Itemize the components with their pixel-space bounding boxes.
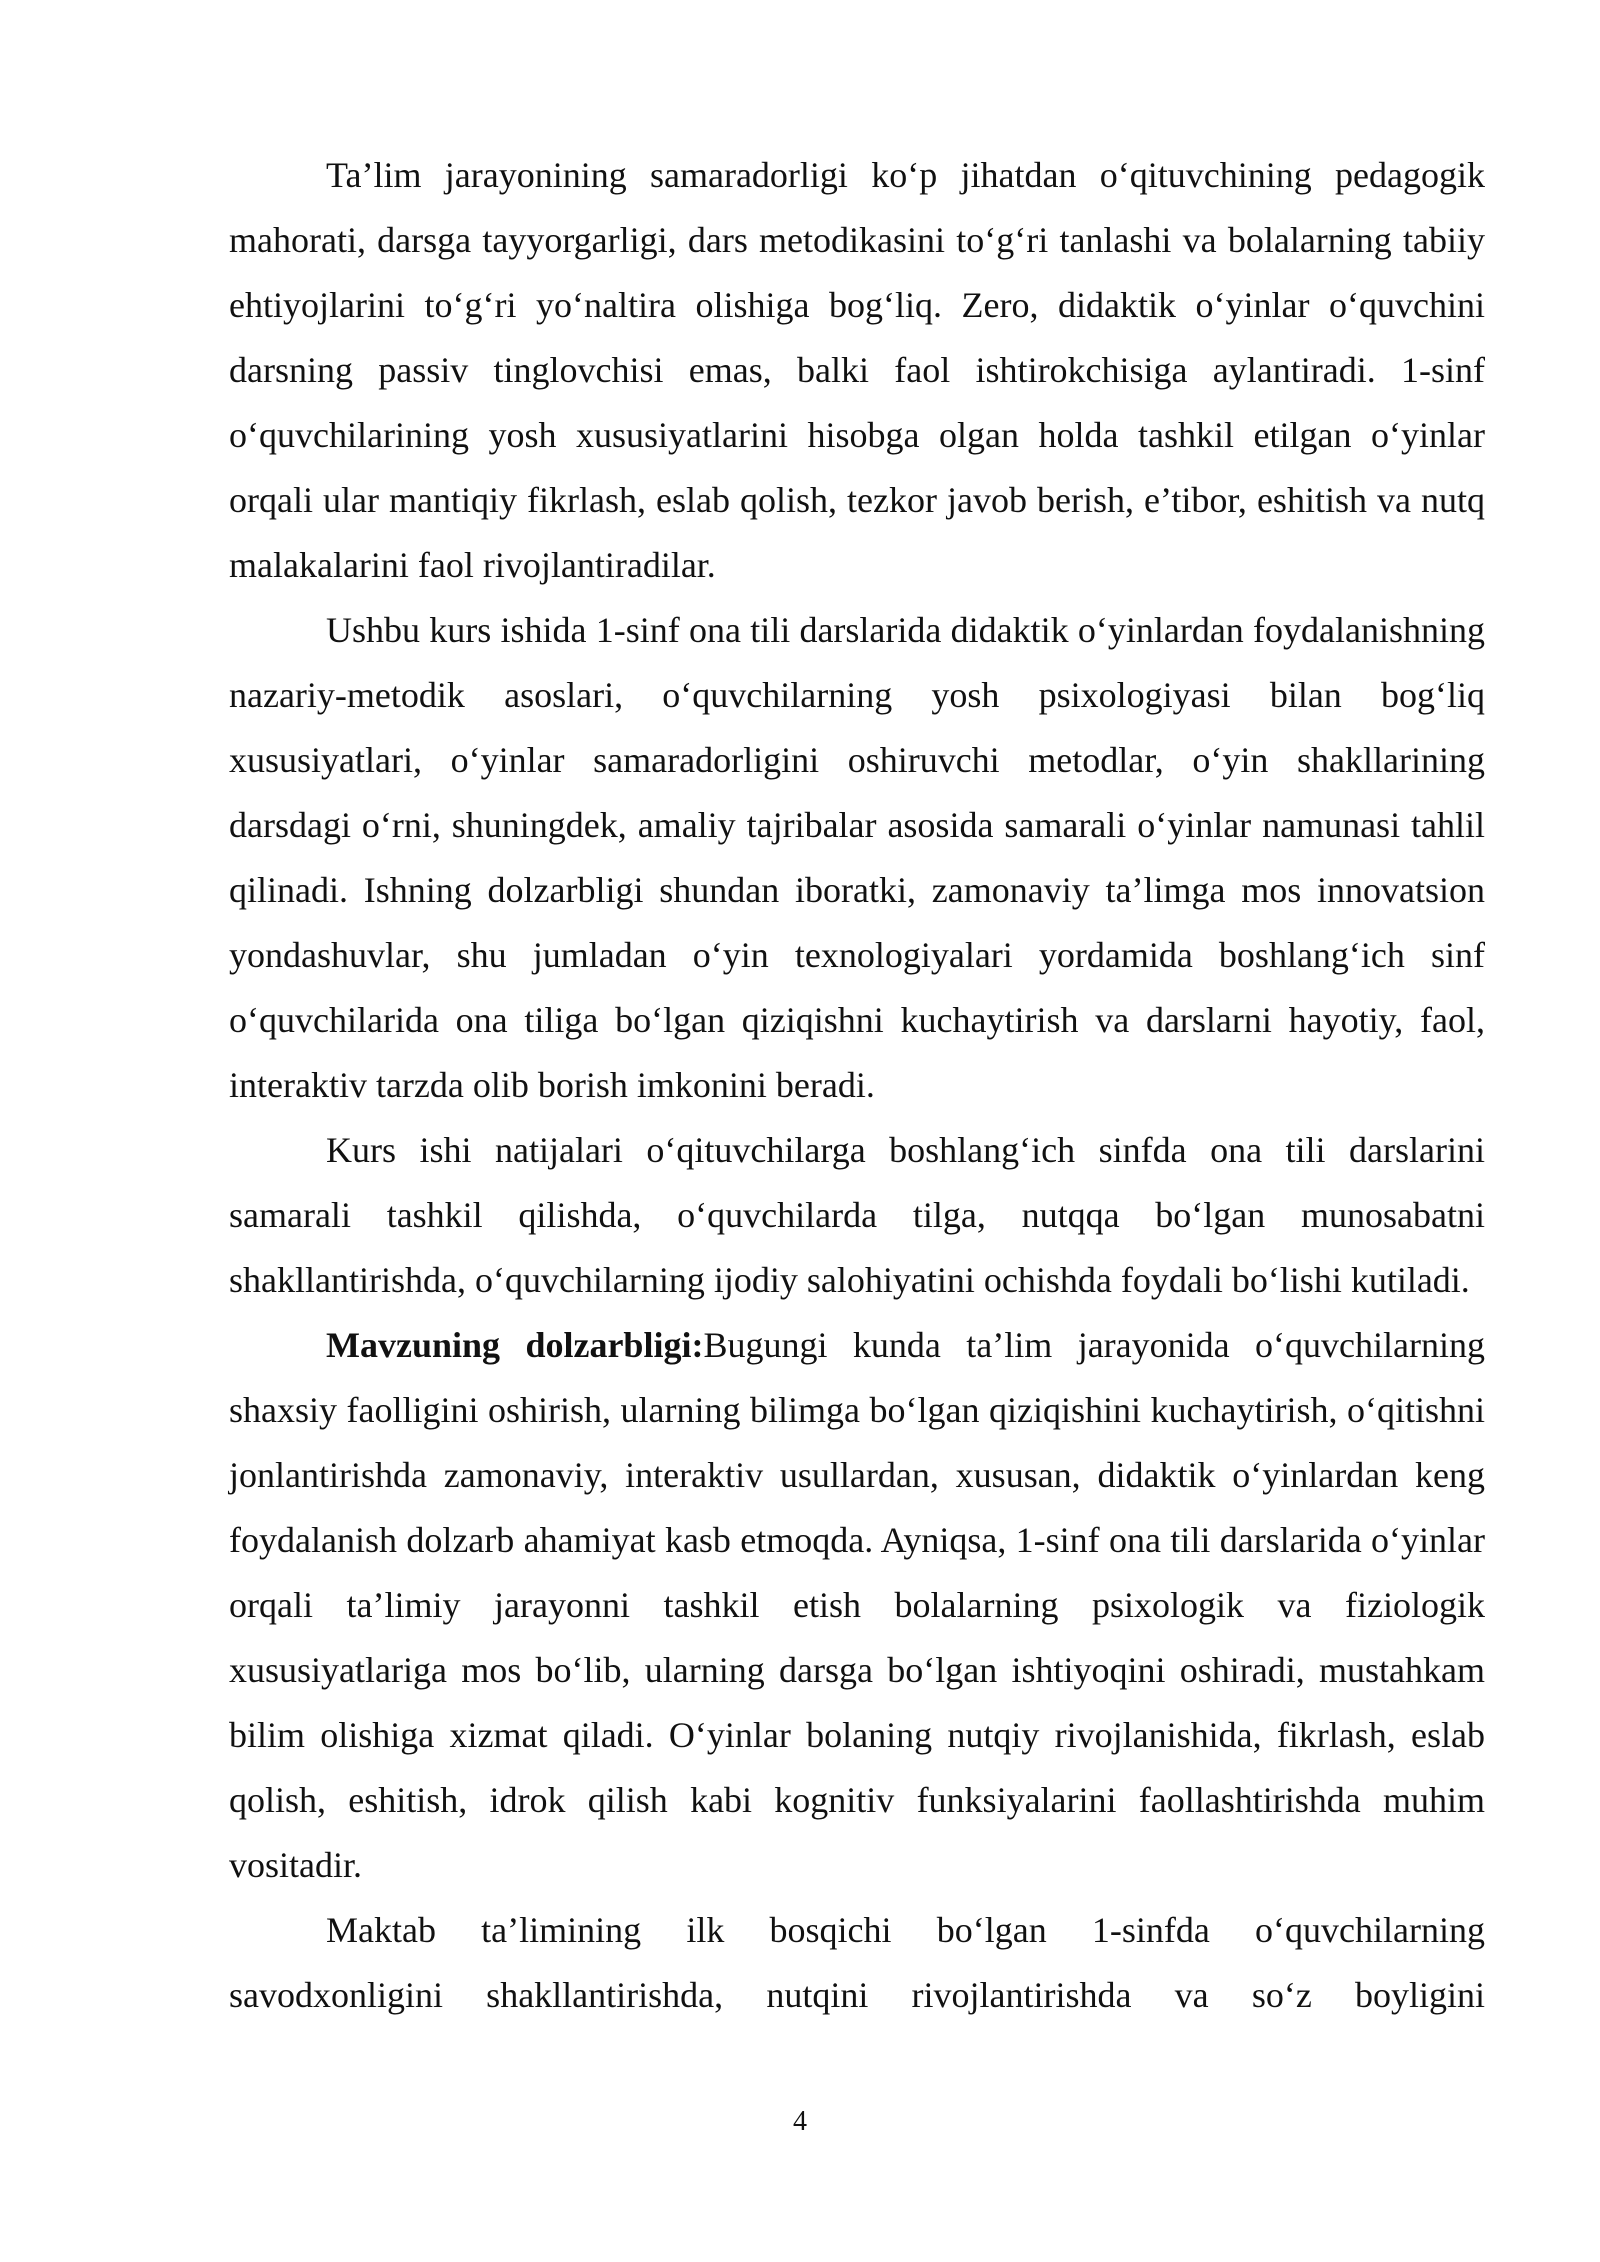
paragraph-1-text: Ta’lim jarayonining samaradorligi ko‘p jihatdan o‘qituvchining pedagogik mahorati, darsga tayyorgarligi, dars metodikasini to‘g‘ri tanlashi va bolalarning tabiiy ehtiyojlarini to‘g‘ri yo‘naltira olishiga bog‘liq. Zero, didaktik o‘yinlar o‘quvchini darsning passiv tinglovchisi emas, balki faol ishtirokchisiga aylantiradi. 1-sinf o‘quvchilarining yosh xususiyatlarini hisobga olgan holda tashkil etilgan o‘yinlar orqali ular mantiqiy fikrlash, eslab qolish, tezkor javob berish, e’tibor, eshitish va nutq malakalarini faol rivojlantiradilar. [229, 155, 1485, 585]
page-number: 4 [793, 2106, 807, 2137]
paragraph-5 [229, 1898, 1485, 2028]
paragraph-3-text: Kurs ishi natijalari o‘qituvchilarga boshlang‘ich sinfda ona tili darslarini samarali tashkil qilishda, o‘quvchilarda tilga, nutqqa bo‘lgan munosabatni shakllantirishda, o‘quvchilarning ijodiy salohiyatini ochishda foydali bo‘lishi kutiladi. [229, 1130, 1485, 1300]
section-heading-topicality: Mavzuning dolzarbligi: [326, 1325, 704, 1365]
paragraph-4 [229, 1313, 1485, 1898]
paragraph-2 [229, 598, 1485, 1118]
paragraph-5-text: Maktab ta’limining ilk bosqichi bo‘lgan 1-sinfda o‘quvchilarning savodxonligini shakllantirishda, nutqini rivojlantirishda va so‘z boyligini [229, 1910, 1485, 2015]
paragraph-4-text: Bugungi kunda ta’lim jarayonida o‘quvchilarning shaxsiy faolligini oshirish, ularning bilimga bo‘lgan qiziqishini kuchaytirish, o‘qitishni jonlantirishda zamonaviy, interaktiv usullardan, xususan, didaktik o‘yinlardan keng foydalanish dolzarb ahamiyat kasb etmoqda. Ayniqsa, 1-sinf ona tili darslarida o‘yinlar orqali ta’limiy jarayonni tashkil etish bolalarning psixologik va fiziologik xususiyatlariga mos bo‘lib, ularning darsga bo‘lgan ishtiyoqini oshiradi, mustahkam bilim olishiga xizmat qiladi. O‘yinlar bolaning nutqiy rivojlanishida, fikrlash, eslab qolish, eshitish, idrok qilish kabi kognitiv funksiyalarini faollashtirishda muhim vositadir. [229, 1325, 1485, 1885]
paragraph-1 [229, 143, 1485, 598]
paragraph-2-text: Ushbu kurs ishida 1-sinf ona tili darslarida didaktik o‘yinlardan foydalanishning nazariy-metodik asoslari, o‘quvchilarning yosh psixologiyasi bilan bog‘liq xususiyatlari, o‘yinlar samaradorligini oshiruvchi metodlar, o‘yin shakllarining darsdagi o‘rni, shuningdek, amaliy tajribalar asosida samarali o‘yinlar namunasi tahlil qilinadi. Ishning dolzarbligi shundan iboratki, zamonaviy ta’limga mos innovatsion yondashuvlar, shu jumladan o‘yin texnologiyalari yordamida boshlang‘ich sinf o‘quvchilarida ona tiliga bo‘lgan qiziqishni kuchaytirish va darslarni hayotiy, faol, interaktiv tarzda olib borish imkonini beradi. [229, 610, 1485, 1105]
paragraph-3 [229, 1118, 1485, 1313]
page-body [229, 143, 1485, 2028]
